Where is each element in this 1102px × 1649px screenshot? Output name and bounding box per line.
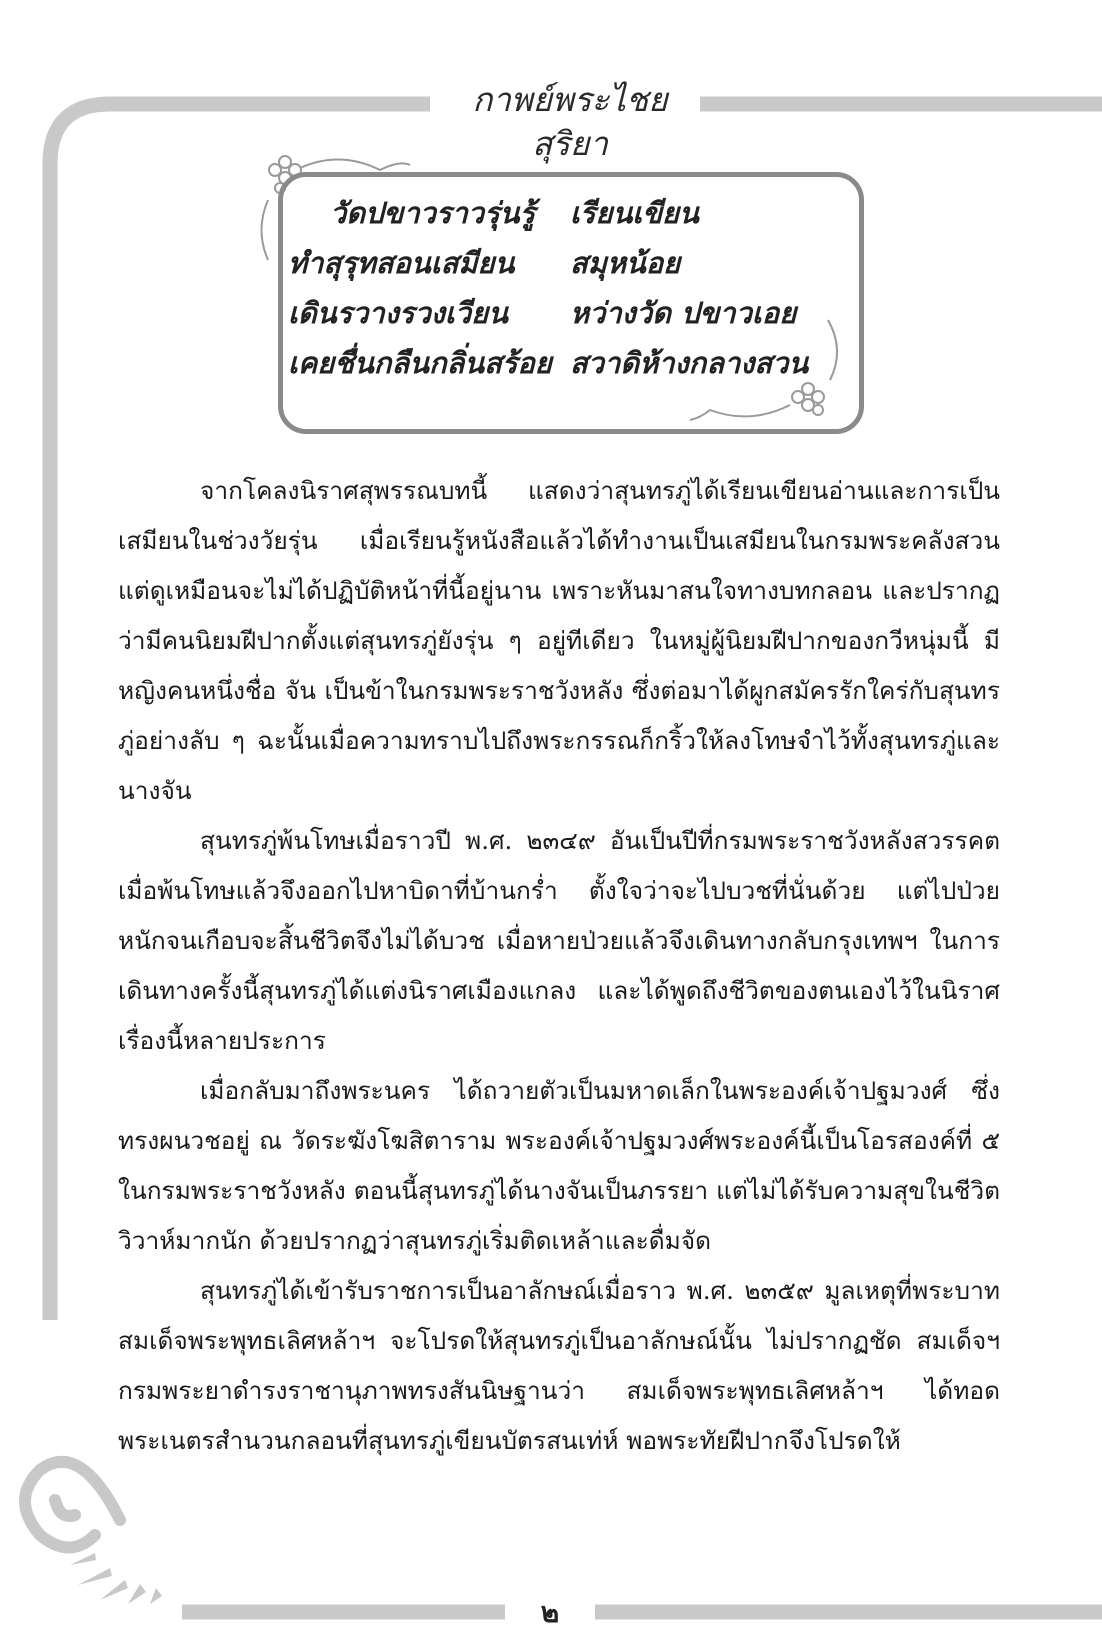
poem-line-3-left: เดินรวางรวงเวียน [288, 296, 508, 330]
poem-line-1-left: วัดปขาวราวรุ่นรู้ [330, 196, 536, 230]
poem-line-2-left: ทำสุรุทสอนเสมียน [288, 246, 515, 280]
page-header-title: กาพย์พระไชยสุริยา [440, 78, 700, 166]
paragraph-4: สุนทรภู่ได้เข้ารับราชการเป็นอาลักษณ์เมื่อราว พ.ศ. ๒๓๕๙ มูลเหตุที่พระบาทสมเด็จพระพุทธเลิศหล้าฯ จะโปรดให้สุนทรภู่เป็นอาลักษณ์นั้น ไม่ปรากฏชัด สมเด็จฯ กรมพระยาดำรงราชานุภาพทรงสันนิษฐานว่า สมเด็จพระพุทธเลิศหล้าฯ ได้ทอดพระเนตรสำนวนกลอนที่สุนทรภู่เขียนบัตรสนเท่ห์ พอพระทัยฝีปากจึงโปรดให้ [118, 1276, 1000, 1455]
poem-line-1-right: เรียนเขียน [570, 196, 699, 230]
paragraph-2: สุนทรภู่พ้นโทษเมื่อราวปี พ.ศ. ๒๓๔๙ อันเป็นปีที่กรมพระราชวังหลังสวรรคต เมื่อพ้นโทษแล้วจึงออกไปหาบิดาที่บ้านกร่ำ ตั้งใจว่าจะไปบวชที่นั่นด้วย แต่ไปป่วยหนักจนเกือบจะสิ้นชีวิตจึงไม่ได้บวช เมื่อหายป่วยแล้วจึงเดินทางกลับกรุงเทพฯ ในการเดินทางครั้งนี้สุนทรภู่ได้แต่งนิราศเมืองแกลง และได้พูดถึงชีวิตของตนเองไว้ในนิราศเรื่องนี้หลายประการ [118, 826, 1000, 1055]
paragraph-3: เมื่อกลับมาถึงพระนคร ได้ถวายตัวเป็นมหาดเล็กในพระองค์เจ้าปฐมวงศ์ ซึ่งทรงผนวชอยู่ ณ วัดระฆังโฆสิตาราม พระองค์เจ้าปฐมวงศ์พระองค์นี้เป็นโอรสองค์ที่ ๕ ในกรมพระราชวังหลัง ตอนนี้สุนทรภู่ได้นางจันเป็นภรรยา แต่ไม่ได้รับความสุขในชีวิตวิวาห์มากนัก ด้วยปรากฏว่าสุนทรภู่เริ่มติดเหล้าและดื่มจัด [118, 1076, 1000, 1255]
body-text [118, 466, 1000, 1466]
poem-line-4-left: เคยชื่นกลืนกลิ่นสร้อย [288, 346, 552, 380]
poem-line-3-right: หว่างวัด ปขาวเอย [570, 296, 797, 330]
poem-line-2-right: สมุหน้อย [570, 246, 681, 280]
poem-line-4-right: สวาดิห้างกลางสวน [570, 346, 809, 380]
paragraph-1: จากโคลงนิราศสุพรรณบทนี้ แสดงว่าสุนทรภู่ได้เรียนเขียนอ่านและการเป็นเสมียนในช่วงวัยรุ่น เมื่อเรียนรู้หนังสือแล้วได้ทำงานเป็นเสมียนในกรมพระคลังสวน แต่ดูเหมือนจะไม่ได้ปฏิบัติหน้าที่นี้อยู่นาน เพราะหันมาสนใจทางบทกลอน และปรากฏว่ามีคนนิยมฝีปากตั้งแต่สุนทรภู่ยังรุ่น ๆ อยู่ทีเดียว ในหมู่ผู้นิยมฝีปากของกวีหนุ่มนี้ มีหญิงคนหนึ่งชื่อ จัน เป็นข้าในกรมพระราชวังหลัง ซึ่งต่อมาได้ผูกสมัครรักใคร่กับสุนทรภู่อย่างลับ ๆ ฉะนั้นเมื่อความทราบไปถึงพระกรรณก็กริ้วให้ลงโทษจำไว้ทั้งสุนทรภู่และนางจัน [118, 476, 1000, 805]
page-number: ๒ [520, 1595, 580, 1631]
swirl-ornament [25, 1462, 120, 1548]
